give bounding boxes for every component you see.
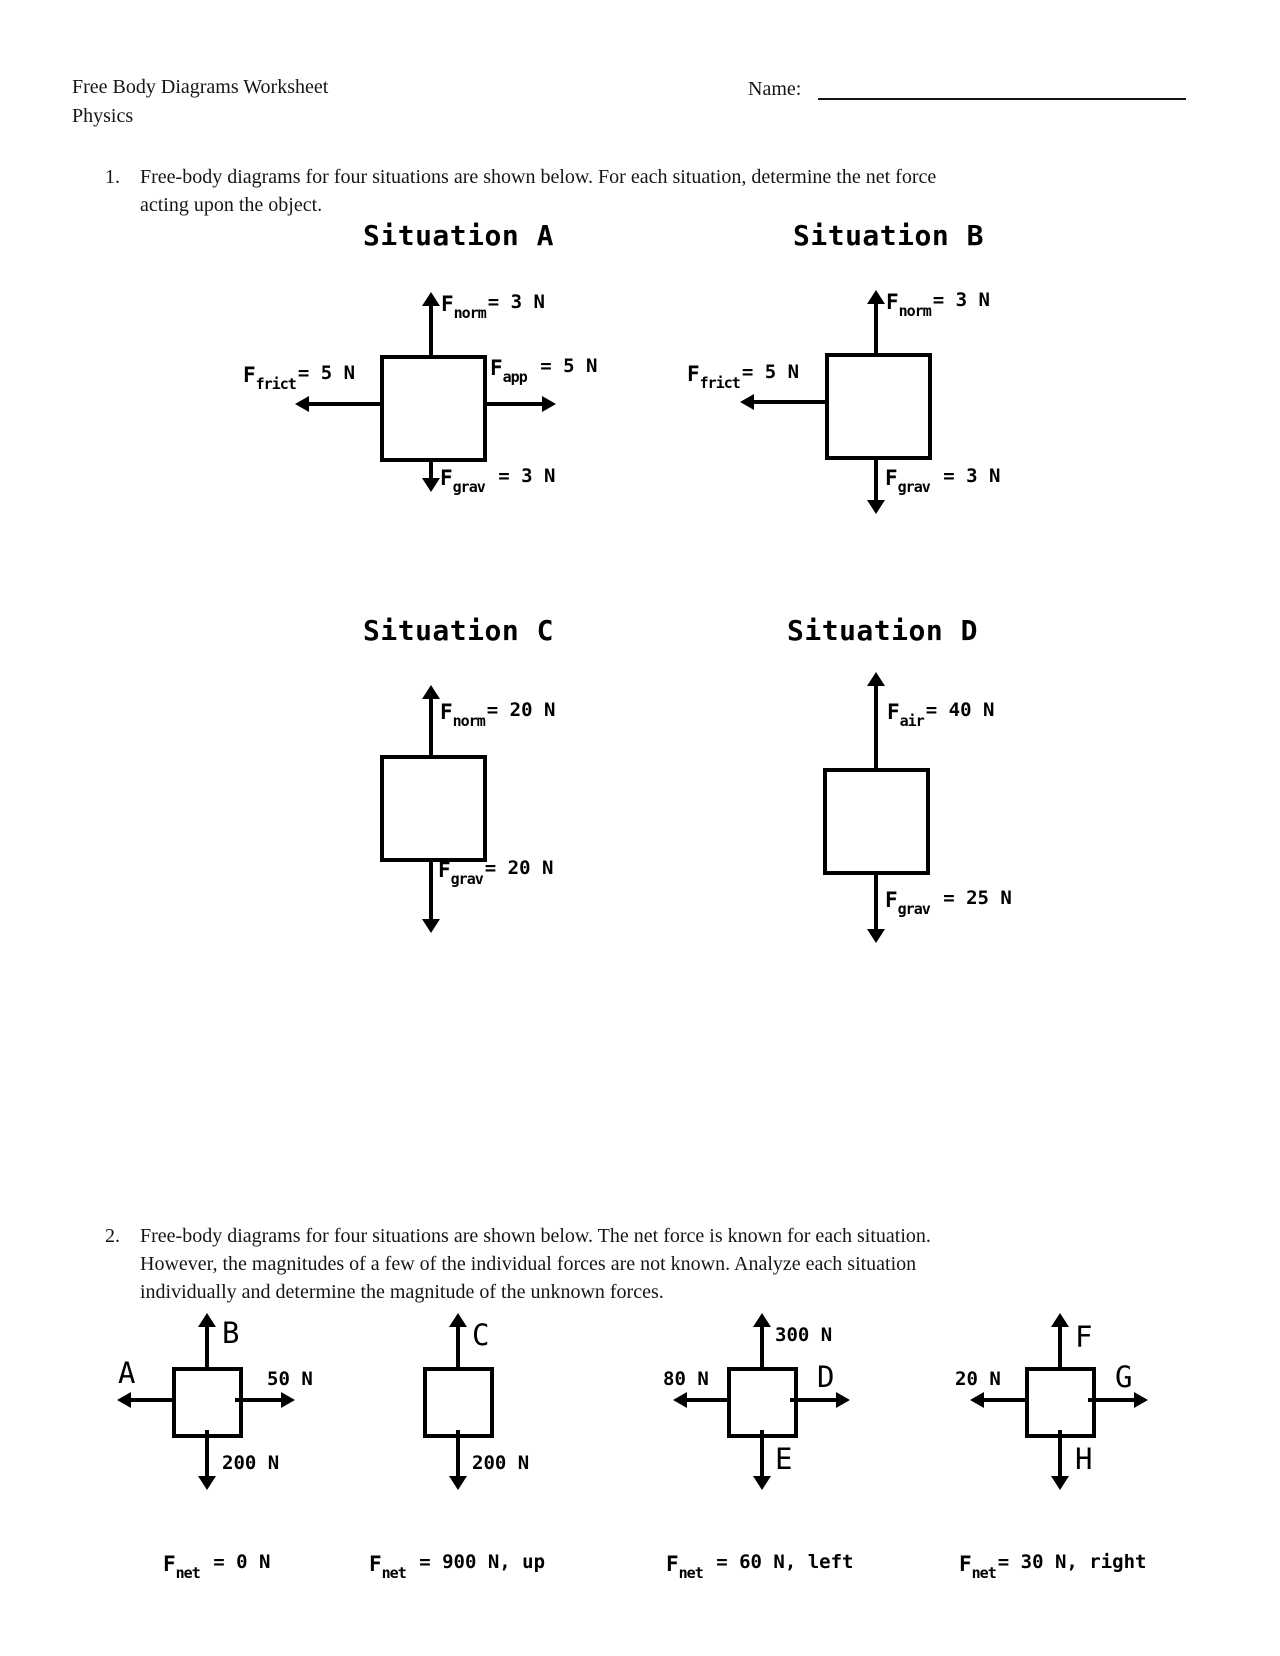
situation-a-right-arrow bbox=[487, 402, 542, 406]
q2-diagram4-up-arrowhead-icon bbox=[1051, 1313, 1069, 1327]
force-subscript: net bbox=[971, 1564, 996, 1582]
situation-c-fnorm-label bbox=[440, 699, 556, 730]
page-title: Free Body Diagrams Worksheet bbox=[72, 76, 329, 98]
q2-diagram3-fnet-label bbox=[666, 1551, 854, 1582]
situation-c-fgrav-label bbox=[438, 857, 554, 888]
force-symbol: F bbox=[243, 363, 256, 387]
q2-diagram4-down-label: H bbox=[1075, 1442, 1093, 1476]
q2-text-line1: Free-body diagrams for four situations are shown below. The net force is known for each situation. bbox=[140, 1225, 931, 1247]
q2-diagram3-right-label: D bbox=[817, 1360, 835, 1394]
force-symbol: F bbox=[440, 700, 453, 724]
situation-a-ffrict-label bbox=[243, 362, 356, 393]
force-value: = 25 N bbox=[931, 887, 1012, 909]
q2-diagram3-down-arrow bbox=[760, 1430, 764, 1476]
force-symbol: F bbox=[959, 1552, 972, 1576]
q2-diagram1-down-label: 200 N bbox=[222, 1452, 280, 1474]
q2-diagram2-up-arrowhead-icon bbox=[449, 1313, 467, 1327]
force-value: = 3 N bbox=[487, 291, 545, 313]
situation-d-fair-label bbox=[887, 699, 995, 730]
situation-b-left-arrowhead-icon bbox=[740, 394, 754, 410]
situation-a-down-arrow bbox=[429, 462, 433, 478]
q1-number: 1. bbox=[105, 166, 120, 188]
situation-d-down-arrow bbox=[874, 875, 878, 929]
q2-diagram3-left-arrow bbox=[687, 1398, 727, 1402]
force-value: = 900 N, up bbox=[407, 1551, 546, 1573]
q2-diagram2-down-label: 200 N bbox=[472, 1452, 530, 1474]
q2-diagram4-box bbox=[1025, 1367, 1096, 1438]
situation-b-title: Situation B bbox=[793, 219, 984, 252]
situation-a-left-arrowhead-icon bbox=[295, 396, 309, 412]
force-subscript: grav bbox=[897, 900, 930, 918]
q2-number: 2. bbox=[105, 1225, 120, 1247]
situation-a-fgrav-label bbox=[440, 465, 556, 496]
situation-d-title: Situation D bbox=[787, 614, 978, 647]
situation-a-fnorm-label bbox=[441, 291, 545, 322]
situation-a-right-arrowhead-icon bbox=[542, 396, 556, 412]
force-symbol: F bbox=[886, 290, 899, 314]
force-symbol: F bbox=[885, 466, 898, 490]
force-subscript: grav bbox=[452, 478, 485, 496]
force-symbol: F bbox=[438, 858, 451, 882]
situation-b-down-arrowhead-icon bbox=[867, 500, 885, 514]
force-symbol: F bbox=[887, 700, 900, 724]
force-subscript: net bbox=[678, 1564, 703, 1582]
force-value: = 20 N bbox=[484, 857, 554, 879]
situation-d-fgrav-label bbox=[885, 887, 1012, 918]
q2-diagram4-down-arrowhead-icon bbox=[1051, 1476, 1069, 1490]
q2-diagram1-right-arrowhead-icon bbox=[281, 1392, 295, 1408]
q2-diagram1-down-arrowhead-icon bbox=[198, 1476, 216, 1490]
page-subtitle: Physics bbox=[72, 105, 134, 127]
situation-c-up-arrowhead-icon bbox=[422, 685, 440, 699]
situation-b-up-arrowhead-icon bbox=[867, 290, 885, 304]
situation-b-box bbox=[825, 353, 932, 460]
force-symbol: F bbox=[440, 466, 453, 490]
q2-diagram2-box bbox=[423, 1367, 494, 1438]
situation-c-title: Situation C bbox=[363, 614, 554, 647]
q2-diagram4-right-arrow bbox=[1088, 1398, 1134, 1402]
q2-diagram4-fnet-label bbox=[959, 1551, 1147, 1582]
force-value: = 60 N, left bbox=[704, 1551, 854, 1573]
q2-diagram1-right-arrow bbox=[235, 1398, 281, 1402]
situation-a-box bbox=[380, 355, 487, 462]
situation-c-down-arrowhead-icon bbox=[422, 919, 440, 933]
q2-diagram2-up-arrow bbox=[456, 1327, 460, 1367]
q2-diagram1-up-arrowhead-icon bbox=[198, 1313, 216, 1327]
name-blank-line bbox=[818, 77, 1186, 100]
q2-diagram4-left-label: 20 N bbox=[955, 1368, 1001, 1390]
q2-text-line3: individually and determine the magnitude of the unknown forces. bbox=[140, 1281, 664, 1303]
q2-diagram3-box bbox=[727, 1367, 798, 1438]
force-value: = 40 N bbox=[925, 699, 995, 721]
q2-diagram4-right-label: G bbox=[1115, 1360, 1133, 1394]
q2-diagram2-up-label: C bbox=[472, 1318, 490, 1352]
q2-diagram4-up-label: F bbox=[1075, 1320, 1093, 1354]
force-subscript: net bbox=[381, 1564, 406, 1582]
force-symbol: F bbox=[687, 362, 700, 386]
q2-diagram1-box bbox=[172, 1367, 243, 1438]
situation-b-up-arrow bbox=[874, 304, 878, 353]
q1-text-line2: acting upon the object. bbox=[140, 194, 323, 216]
force-value: = 3 N bbox=[931, 465, 1001, 487]
q2-diagram1-left-label: A bbox=[118, 1356, 136, 1390]
situation-c-box bbox=[380, 755, 487, 862]
q2-diagram3-up-arrowhead-icon bbox=[753, 1313, 771, 1327]
situation-a-left-arrow bbox=[309, 402, 380, 406]
situation-d-up-arrowhead-icon bbox=[867, 672, 885, 686]
situation-a-up-arrow bbox=[429, 306, 433, 355]
force-subscript: app bbox=[502, 368, 527, 386]
force-subscript: frict bbox=[255, 375, 296, 393]
q2-diagram2-down-arrow bbox=[456, 1430, 460, 1476]
force-subscript: norm bbox=[898, 302, 931, 320]
force-value: = 5 N bbox=[297, 362, 356, 384]
situation-a-down-arrowhead-icon bbox=[422, 478, 440, 492]
situation-d-down-arrowhead-icon bbox=[867, 929, 885, 943]
force-subscript: norm bbox=[452, 712, 485, 730]
q2-diagram1-left-arrowhead-icon bbox=[117, 1392, 131, 1408]
situation-d-box bbox=[823, 768, 930, 875]
force-value: = 3 N bbox=[486, 465, 556, 487]
q2-diagram3-left-label: 80 N bbox=[663, 1368, 709, 1390]
force-value: = 0 N bbox=[201, 1551, 271, 1573]
q2-diagram3-right-arrow bbox=[790, 1398, 836, 1402]
q2-diagram2-fnet-label bbox=[369, 1551, 546, 1582]
q2-diagram1-up-label: B bbox=[222, 1316, 240, 1350]
situation-d-up-arrow bbox=[874, 686, 878, 768]
situation-b-fgrav-label bbox=[885, 465, 1001, 496]
q2-text-line2: However, the magnitudes of a few of the individual forces are not known. Analyze each situation bbox=[140, 1253, 917, 1275]
q2-diagram1-right-label: 50 N bbox=[267, 1368, 313, 1390]
force-subscript: grav bbox=[450, 870, 483, 888]
force-symbol: F bbox=[885, 888, 898, 912]
q2-diagram1-left-arrow bbox=[131, 1398, 172, 1402]
force-value: = 5 N bbox=[528, 355, 598, 377]
q2-diagram3-up-arrow bbox=[760, 1327, 764, 1367]
situation-a-fapp-label bbox=[490, 355, 598, 386]
q2-diagram1-up-arrow bbox=[205, 1327, 209, 1367]
q2-diagram3-down-label: E bbox=[775, 1442, 793, 1476]
force-symbol: F bbox=[666, 1552, 679, 1576]
force-subscript: frict bbox=[699, 374, 740, 392]
q2-diagram2-down-arrowhead-icon bbox=[449, 1476, 467, 1490]
force-subscript: grav bbox=[897, 478, 930, 496]
q2-diagram3-up-label: 300 N bbox=[775, 1324, 833, 1346]
q2-diagram1-down-arrow bbox=[205, 1430, 209, 1476]
force-subscript: net bbox=[175, 1564, 200, 1582]
q2-diagram3-right-arrowhead-icon bbox=[836, 1392, 850, 1408]
q2-diagram4-right-arrowhead-icon bbox=[1134, 1392, 1148, 1408]
force-symbol: F bbox=[369, 1552, 382, 1576]
situation-c-down-arrow bbox=[429, 862, 433, 919]
force-subscript: air bbox=[899, 712, 924, 730]
q1-text-line1: Free-body diagrams for four situations are shown below. For each situation, determine the net force bbox=[140, 166, 937, 188]
name-label: Name: bbox=[748, 78, 802, 100]
force-value: = 20 N bbox=[486, 699, 556, 721]
q2-diagram1-fnet-label bbox=[163, 1551, 271, 1582]
force-symbol: F bbox=[490, 356, 503, 380]
situation-b-fnorm-label bbox=[886, 289, 990, 320]
force-value: = 3 N bbox=[932, 289, 990, 311]
q2-diagram3-down-arrowhead-icon bbox=[753, 1476, 771, 1490]
force-value: = 30 N, right bbox=[997, 1551, 1147, 1573]
situation-b-ffrict-label bbox=[687, 361, 800, 392]
situation-b-left-arrow bbox=[754, 400, 825, 404]
force-value: = 5 N bbox=[741, 361, 800, 383]
q2-diagram4-left-arrowhead-icon bbox=[970, 1392, 984, 1408]
q2-diagram4-up-arrow bbox=[1058, 1327, 1062, 1367]
q2-diagram3-left-arrowhead-icon bbox=[673, 1392, 687, 1408]
force-symbol: F bbox=[163, 1552, 176, 1576]
situation-b-down-arrow bbox=[874, 460, 878, 500]
q2-diagram4-down-arrow bbox=[1058, 1430, 1062, 1476]
force-symbol: F bbox=[441, 292, 454, 316]
situation-a-up-arrowhead-icon bbox=[422, 292, 440, 306]
q2-diagram4-left-arrow bbox=[984, 1398, 1025, 1402]
situation-c-up-arrow bbox=[429, 699, 433, 755]
situation-a-title: Situation A bbox=[363, 219, 554, 252]
force-subscript: norm bbox=[453, 304, 486, 322]
